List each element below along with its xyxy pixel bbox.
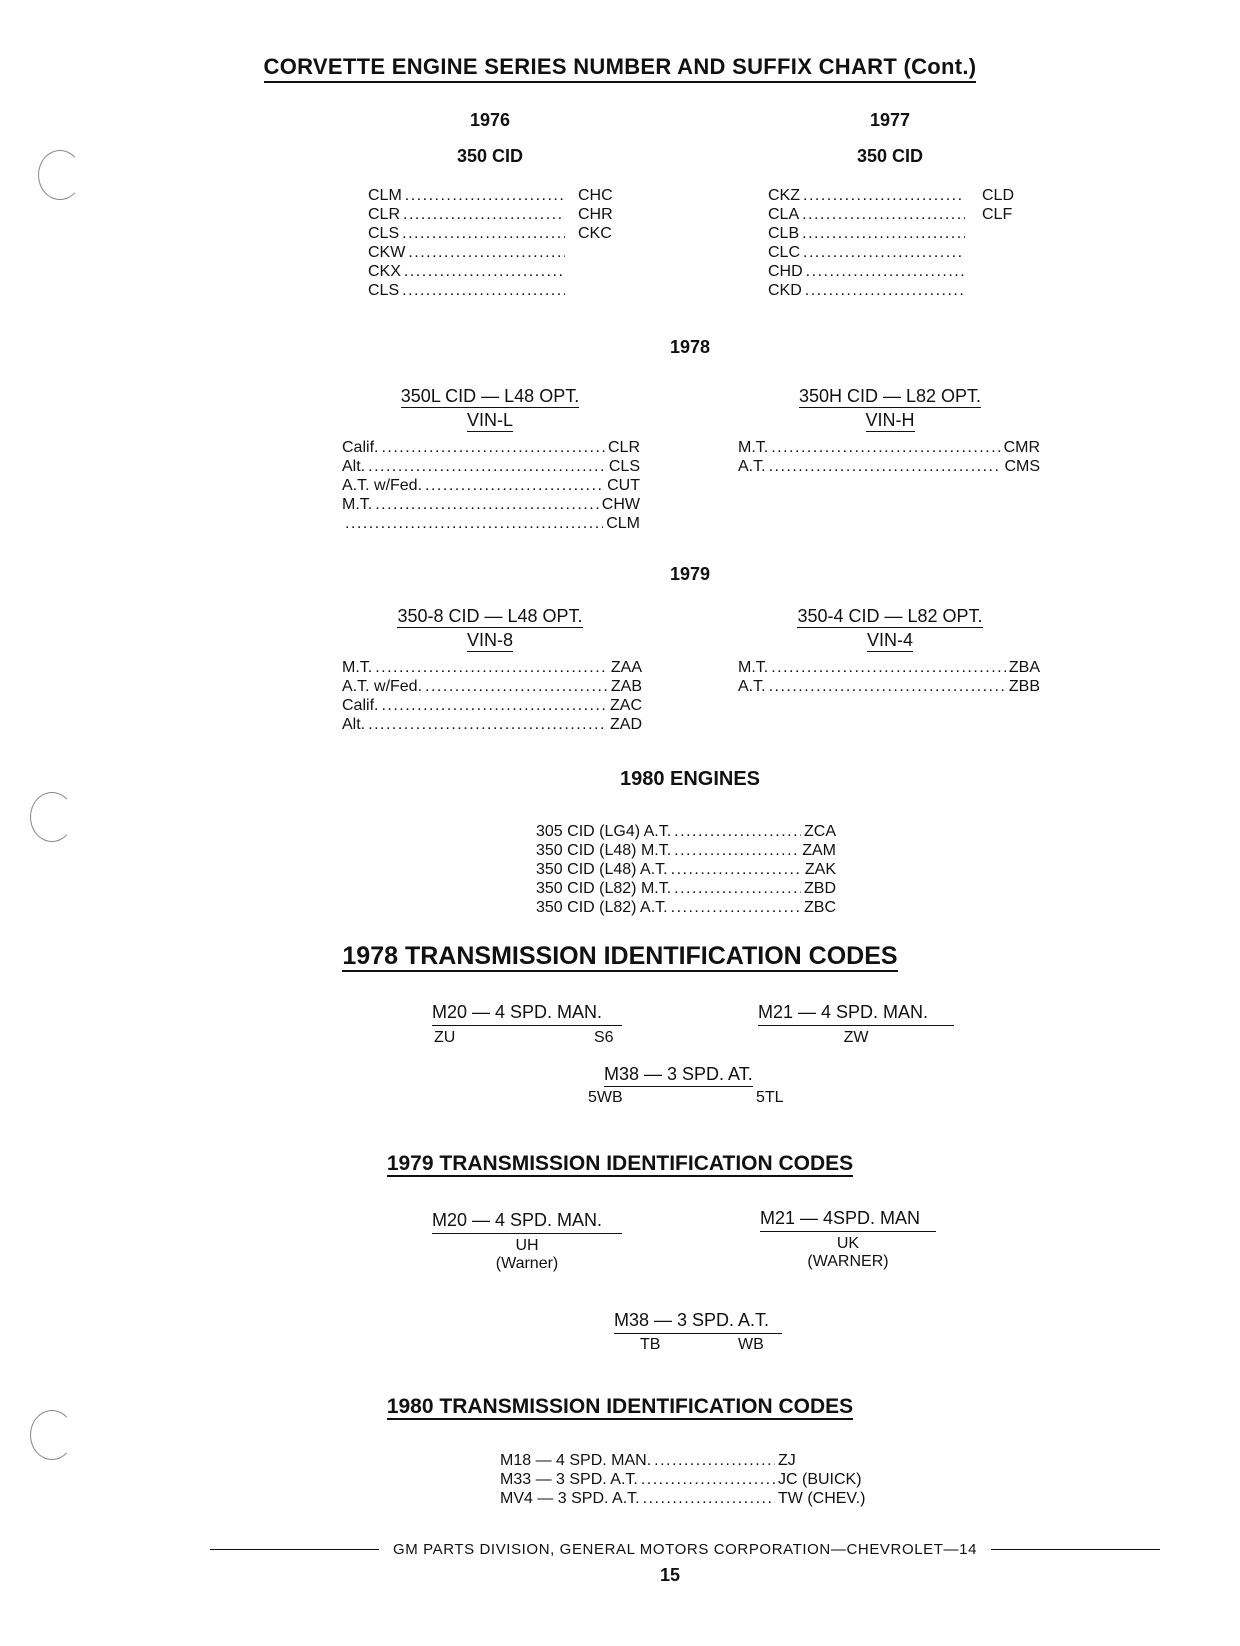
list-item: CLD [982,187,1015,204]
list-item: Calif. ..... CLR [342,438,640,457]
list-1979-l82 [738,658,1040,696]
list-item: CLS ..... [368,224,568,243]
list-1980-engines [536,822,836,917]
list-item: CHR [578,206,613,223]
heading-1978-transmission: 1978 TRANSMISSION IDENTIFICATION CODES [342,942,898,970]
list-item: CHD ..... [768,262,968,281]
heading-1980-engines: 1980 ENGINES [619,768,761,790]
vin-1978-h: VIN-H [865,410,915,430]
cid-1976: 350 CID [456,146,524,166]
list-item: Alt. ..... CLS [342,457,640,476]
trans-1979-m21: M21 — 4SPD. MAN UK (WARNER) [760,1208,936,1271]
list-item: 350 CID (L48) A.T. ..... ZAK [536,860,836,879]
list-item: M.T. ..... ZAA [342,658,642,677]
list-item: CKD ..... [768,281,968,300]
page-number: 15 [659,1565,681,1585]
list-1979-l48 [342,658,642,734]
year-1978: 1978 [669,337,711,357]
list-item: A.T. ..... CMS [738,457,1040,476]
list-item: A.T. w/Fed. ..... CUT [342,476,640,495]
page-title: CORVETTE ENGINE SERIES NUMBER AND SUFFIX CHART (Cont.) [0,54,1240,80]
list-item: CLS ..... [368,281,568,300]
footer-rule-left [210,1549,379,1550]
list-item: M.T. ..... ZBA [738,658,1040,677]
trans-1978-m21: M21 — 4 SPD. MAN. ZW [758,1002,954,1047]
vin-1979-4: VIN-4 [866,630,913,650]
list-item: CKW ..... [368,243,568,262]
list-item: Calif. ..... ZAC [342,696,642,715]
vin-1979-8: VIN-8 [466,630,513,650]
year-1977: 1977 [869,110,911,130]
list-item: CLF [982,206,1013,223]
list-item: M.T. ..... CMR [738,438,1040,457]
heading-1978-l48: 350L CID — L48 OPT. [400,386,580,406]
punch-hole-top [38,150,82,200]
vin-1978-l: VIN-L [466,410,513,430]
list-item: ..... CLM [342,514,640,533]
list-1977-right [982,186,1042,224]
punch-hole-middle [30,792,74,842]
list-item: M33 — 3 SPD. A.T. ..... JC (BUICK) [500,1470,870,1489]
list-item: CLM ..... [368,186,568,205]
list-item: CLA ..... [768,205,968,224]
list-item: A.T. w/Fed. ..... ZAB [342,677,642,696]
list-1976-right [578,186,638,243]
heading-1979-l82: 350-4 CID — L82 OPT. [797,606,983,626]
list-item: 350 CID (L48) M.T. ..... ZAM [536,841,836,860]
list-item: M18 — 4 SPD. MAN. ..... ZJ [500,1451,870,1470]
list-item: CLC ..... [768,243,968,262]
list-1978-l82 [738,438,1040,476]
trans-1979-m38: M38 — 3 SPD. A.T. TB WB [614,1310,782,1358]
list-item: CKC [578,225,612,242]
heading-1979-l48: 350-8 CID — L48 OPT. [397,606,583,626]
year-1976: 1976 [469,110,511,130]
trans-1979-m20: M20 — 4 SPD. MAN. UH (Warner) [432,1210,622,1273]
cid-1977: 350 CID [856,146,924,166]
year-1979: 1979 [669,564,711,584]
heading-1978-l82: 350H CID — L82 OPT. [798,386,982,406]
list-item: 350 CID (L82) A.T. ..... ZBC [536,898,836,917]
list-item: MV4 — 3 SPD. A.T. ..... TW (CHEV.) [500,1489,870,1508]
list-item: 350 CID (L82) M.T. ..... ZBD [536,879,836,898]
page-footer [210,1541,1160,1558]
list-item: 305 CID (LG4) A.T. ..... ZCA [536,822,836,841]
heading-1979-transmission: 1979 TRANSMISSION IDENTIFICATION CODES [386,1152,854,1175]
list-item: CKZ ..... [768,186,968,205]
list-item: CHC [578,187,613,204]
list-1980-transmission [500,1451,870,1508]
list-1978-l48 [342,438,640,533]
footer-text: GM PARTS DIVISION, GENERAL MOTORS CORPORATION—CHEVROLET—14 [392,1541,978,1558]
list-item: M.T. ..... CHW [342,495,640,514]
list-item: A.T. ..... ZBB [738,677,1040,696]
trans-1978-m20: M20 — 4 SPD. MAN. ZU S6 [432,1002,622,1051]
list-item: CLR ..... [368,205,568,224]
list-1976-left [368,186,568,300]
list-1977-left [768,186,968,300]
list-item: CLB ..... [768,224,968,243]
trans-1978-m38: M38 — 3 SPD. AT. 5WB 5TL [588,1064,784,1106]
footer-rule-right [991,1549,1160,1550]
heading-1980-transmission: 1980 TRANSMISSION IDENTIFICATION CODES [386,1395,854,1418]
list-item: Alt. ..... ZAD [342,715,642,734]
list-item: CKX ..... [368,262,568,281]
